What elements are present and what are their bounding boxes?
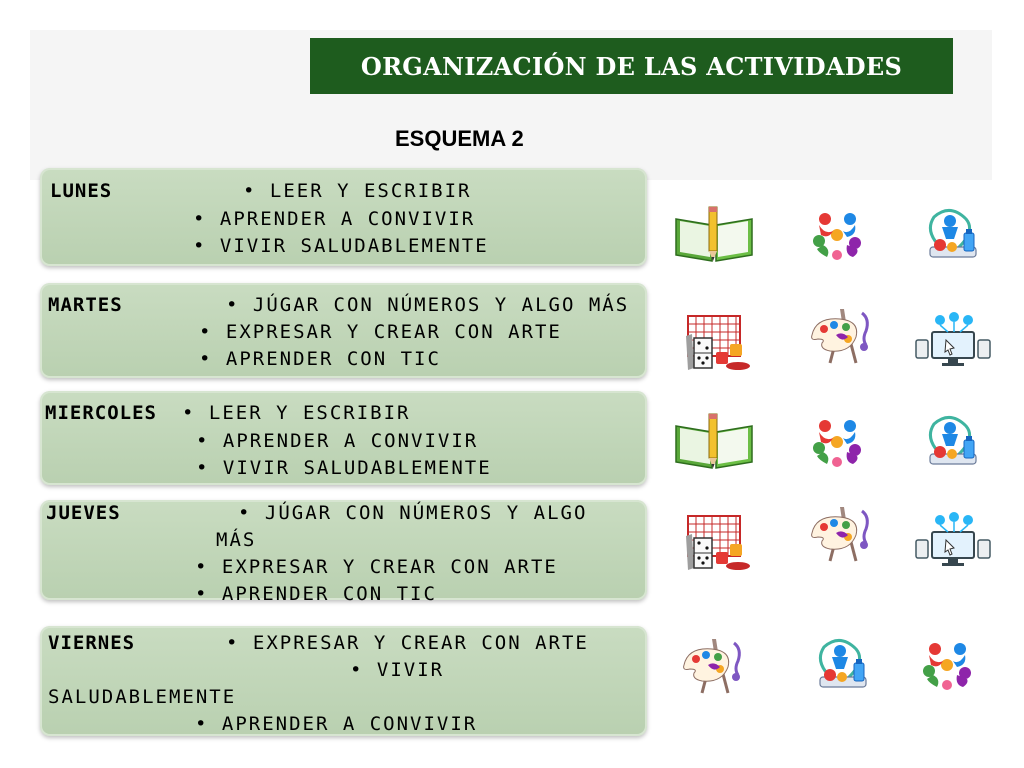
activity-item: • LEER Y ESCRIBIR (243, 180, 472, 202)
page-title: ORGANIZACIÓN DE LAS ACTIVIDADES (360, 51, 903, 81)
activity-item: • JÚGAR CON NÚMEROS Y ALGO (238, 502, 588, 524)
art-palette-icon (672, 635, 756, 695)
scheme-subtitle: ESQUEMA 2 (395, 126, 524, 151)
activity-item: • LEER Y ESCRIBIR (182, 402, 411, 424)
activity-item: • APRENDER A CONVIVIR (195, 713, 478, 735)
activity-item: • EXPRESAR Y CREAR CON ARTE (199, 321, 562, 343)
book-pencil-icon (672, 412, 756, 472)
day-name: MARTES (48, 294, 123, 316)
health-family-icon (908, 205, 992, 265)
day-name: JUEVES (46, 502, 121, 524)
activity-item: • VIVIR SALUDABLEMENTE (196, 457, 492, 479)
art-palette-icon (800, 503, 884, 563)
convivir-people-icon (905, 635, 989, 695)
activity-item: • APRENDER A CONVIVIR (193, 208, 476, 230)
day-card-martes (40, 283, 647, 378)
day-name: VIERNES (48, 632, 136, 654)
tic-computer-icon (910, 510, 994, 570)
convivir-people-icon (795, 205, 879, 265)
convivir-people-icon (795, 412, 879, 472)
health-family-icon (798, 635, 882, 695)
art-palette-icon (800, 305, 884, 365)
activity-item: • JÚGAR CON NÚMEROS Y ALGO MÁS (226, 294, 630, 316)
activity-item: • APRENDER CON TIC (195, 583, 437, 605)
math-games-icon (678, 512, 762, 572)
day-card-lunes (40, 168, 647, 266)
activity-item: • EXPRESAR Y CREAR CON ARTE (195, 556, 558, 578)
day-card-jueves (40, 500, 647, 605)
activity-item: MÁS (216, 529, 257, 551)
activity-item: • VIVIR (350, 659, 445, 681)
activity-item: • EXPRESAR Y CREAR CON ARTE (226, 632, 589, 654)
book-pencil-icon (672, 205, 756, 265)
title-bar (310, 38, 953, 94)
activity-item: • VIVIR SALUDABLEMENTE (193, 235, 489, 257)
day-card-miercoles (40, 391, 647, 485)
health-family-icon (908, 412, 992, 472)
day-name: LUNES (50, 180, 113, 202)
tic-computer-icon (910, 310, 994, 370)
day-name: MIERCOLES (45, 402, 157, 424)
activity-item: • APRENDER CON TIC (199, 348, 441, 370)
math-games-icon (678, 312, 762, 372)
day-card-viernes (40, 626, 647, 736)
activity-item: • APRENDER A CONVIVIR (196, 430, 479, 452)
activity-item: SALUDABLEMENTE (48, 686, 237, 708)
